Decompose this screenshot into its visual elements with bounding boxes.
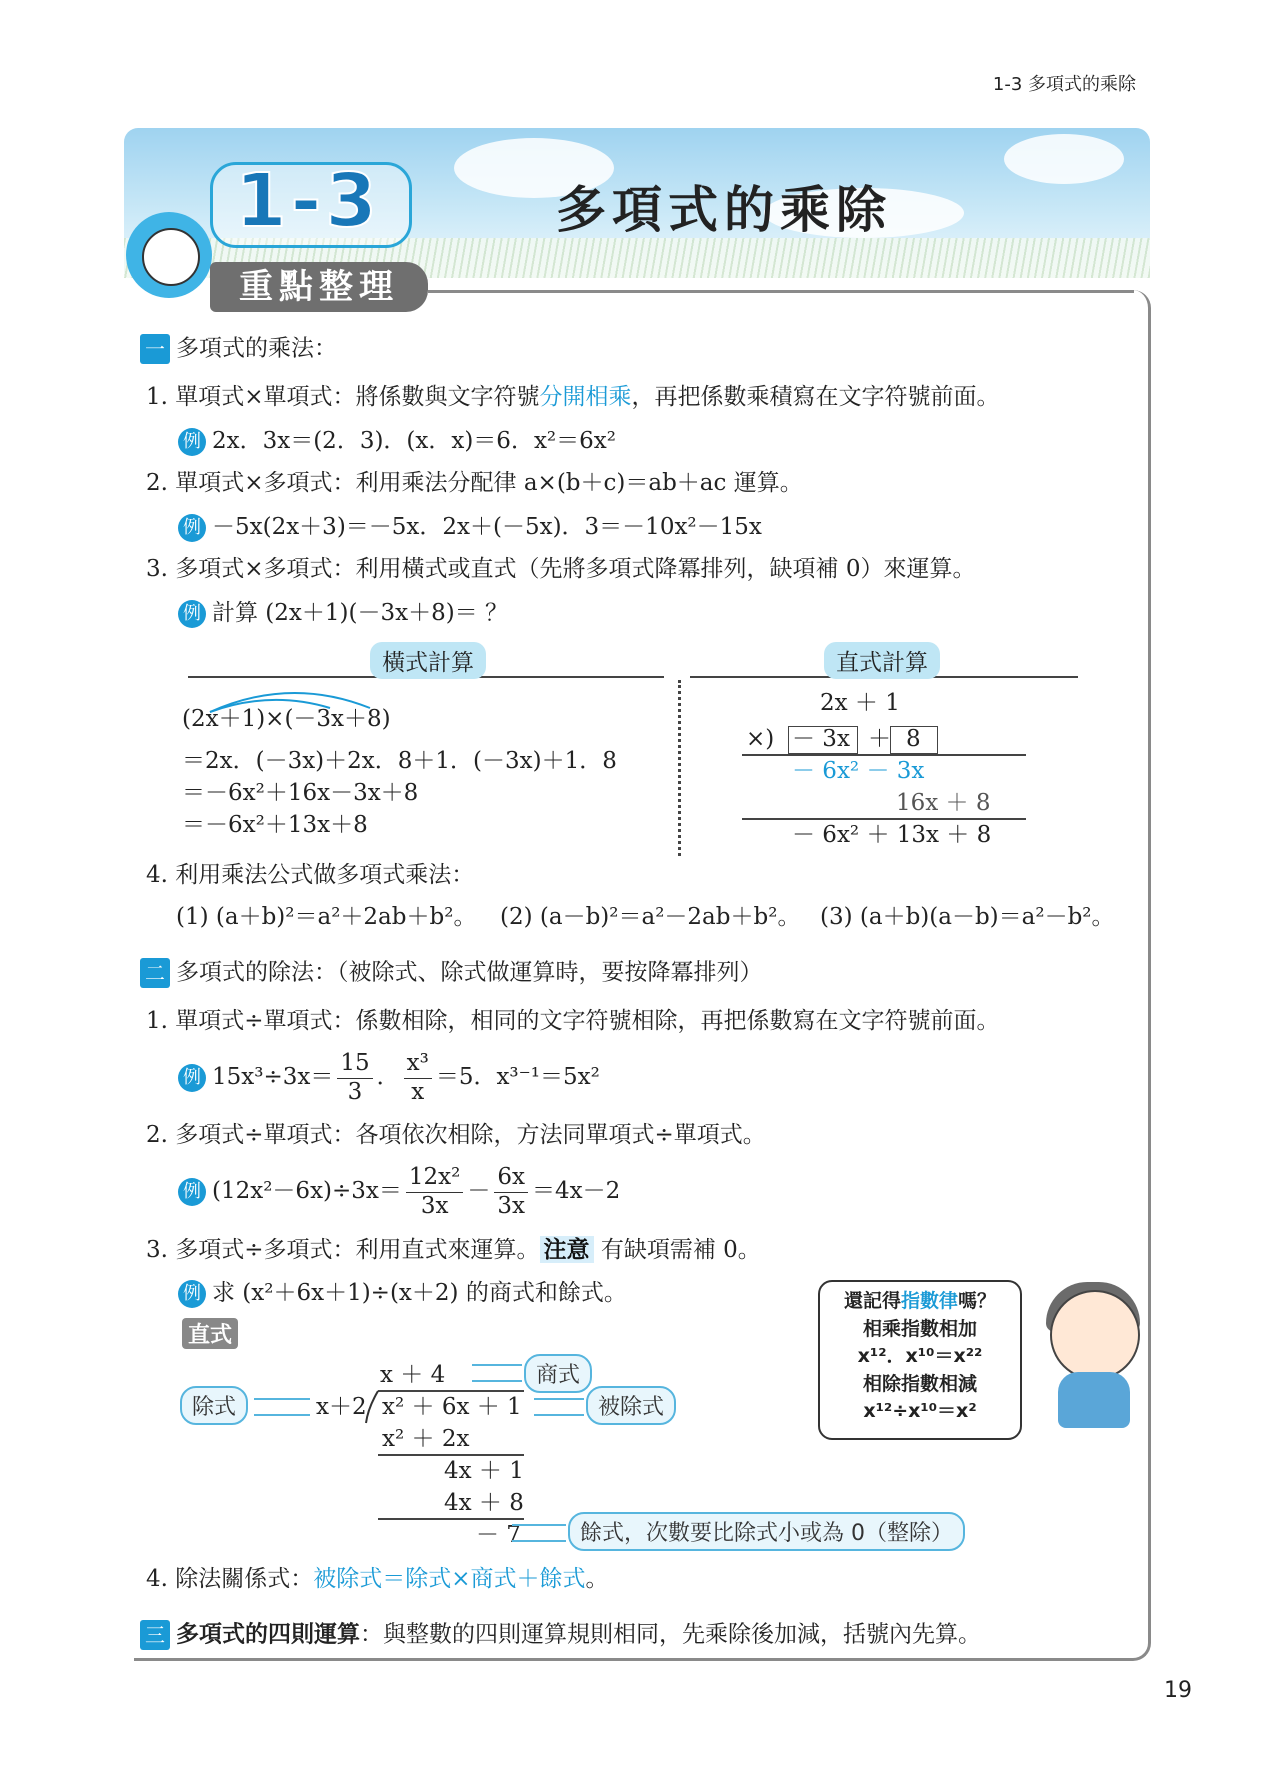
denominator: x xyxy=(411,1078,425,1105)
fraction xyxy=(337,1050,372,1106)
bubble-text: 嗎？ xyxy=(958,1290,997,1312)
bubble-line xyxy=(820,1288,1020,1316)
highlight-text: 被除式＝除式×商式＋餘式 xyxy=(313,1566,586,1592)
numerator: 12x² xyxy=(406,1164,463,1193)
page-number: 19 xyxy=(1164,1678,1192,1703)
expr: ＝5．x³⁻¹＝5x² xyxy=(435,1064,600,1091)
s1-item-2: 2. 單項式×多項式：利用乘法分配律 a×(b＋c)＝ab＋ac 運算。 xyxy=(146,470,803,496)
v-term-a: － 3x xyxy=(792,726,850,752)
denominator: 3x xyxy=(497,1192,525,1219)
numerator: 6x xyxy=(494,1164,528,1193)
h-step-4: ＝－6x²＋13x＋8 xyxy=(182,812,368,838)
v-row-4: 16x ＋ 8 xyxy=(896,790,991,816)
item-text: 1. 單項式×單項式：將係數與文字符號 xyxy=(146,384,540,410)
key-points-tag: 重點整理 xyxy=(210,262,428,312)
tip-bubble xyxy=(818,1280,1022,1440)
dividend: x² ＋ 6x ＋ 1 xyxy=(382,1394,522,1420)
s2-example-1 xyxy=(178,1050,600,1106)
fraction xyxy=(406,1164,463,1220)
s1-item-3: 3. 多項式×多項式：利用橫式或直式（先將多項式降冪排列，缺項補 0）來運算。 xyxy=(146,556,976,582)
girl-body-icon xyxy=(1058,1372,1130,1428)
numerator: x³ xyxy=(404,1050,432,1079)
arrow-icon xyxy=(534,1398,584,1416)
example-icon: 例 xyxy=(178,1280,206,1308)
formula-1: (1) (a＋b)²＝a²＋2ab＋b²。 xyxy=(176,904,477,930)
arrow-icon xyxy=(512,1524,566,1542)
v-times-sign: ×) xyxy=(746,726,775,752)
section-text: ：與整數的四則運算規則相同，先乘除後加減，括號內先算。 xyxy=(360,1621,981,1648)
bubble-line: 相除指數相減 xyxy=(862,1372,977,1395)
item-text: 3. 多項式÷多項式：利用直式來運算。 xyxy=(146,1237,540,1263)
v-rule-2 xyxy=(742,818,1026,820)
section-marker: 一 xyxy=(140,334,170,364)
s1-item-4: 4. 利用乘法公式做多項式乘法： xyxy=(146,862,475,888)
s1-example-2 xyxy=(178,514,762,542)
remainder: － 7 xyxy=(476,1522,521,1548)
section-3-heading xyxy=(140,1620,981,1650)
section-title: 多項式的四則運算 xyxy=(176,1621,360,1648)
v-rule-1 xyxy=(742,754,1026,756)
s2-example-3 xyxy=(178,1280,627,1308)
division-bar xyxy=(378,1390,524,1392)
v-row-3: － 6x² － 3x xyxy=(792,758,925,784)
section-number: 1-3 xyxy=(235,158,381,244)
example-text: 計算 (2x＋1)(－3x＋8)＝ ？ xyxy=(212,600,508,626)
example-icon: 例 xyxy=(178,428,206,456)
formula-3: (3) (a＋b)(a－b)＝a²－b²。 xyxy=(820,904,1115,930)
horizontal-method-label: 橫式計算 xyxy=(370,642,486,679)
item-text: 4. 除法關係式： xyxy=(146,1566,314,1592)
tag-divisor: 除式 xyxy=(180,1386,248,1425)
expr: 15x³÷3x＝ xyxy=(212,1064,334,1091)
expr: (12x²－6x)÷3x＝ xyxy=(212,1178,402,1205)
formula-2: (2) (a－b)²＝a²－2ab＋b²。 xyxy=(500,904,801,930)
example-icon: 例 xyxy=(178,600,206,628)
denominator: 3x xyxy=(420,1192,449,1219)
h-step-1: (2x＋1)×(－3x＋8) xyxy=(182,706,391,732)
division-rule-2 xyxy=(378,1518,524,1520)
example-icon: 例 xyxy=(178,1178,206,1206)
v-plus: ＋ xyxy=(868,726,891,752)
arrow-icon xyxy=(472,1364,522,1382)
numerator: 15 xyxy=(337,1050,372,1079)
bubble-line: x¹²÷x¹⁰＝x² xyxy=(863,1400,977,1423)
denominator: 3 xyxy=(347,1078,363,1105)
v-row-5: － 6x² ＋ 13x ＋ 8 xyxy=(792,822,992,848)
fraction xyxy=(404,1050,432,1106)
method-label: 直式 xyxy=(182,1318,238,1349)
section-2-heading xyxy=(140,958,763,988)
tag-dividend: 被除式 xyxy=(586,1386,676,1425)
expr: ＝4x－2 xyxy=(531,1178,621,1205)
lion-face-icon xyxy=(142,228,200,286)
item-text: 。 xyxy=(585,1566,609,1592)
example-icon: 例 xyxy=(178,514,206,542)
s1-item-1 xyxy=(146,384,1000,412)
item-text: 有缺項需補 0。 xyxy=(600,1237,761,1263)
division-row-2: 4x ＋ 1 xyxy=(444,1458,524,1484)
example-text: 求 (x²＋6x＋1)÷(x＋2) 的商式和餘式。 xyxy=(212,1280,627,1306)
example-text: 2x．3x＝(2．3)．(x．x)＝6．x²＝6x² xyxy=(212,428,616,454)
division-bracket-icon xyxy=(364,1390,380,1424)
section-marker: 三 xyxy=(140,1620,170,1650)
section-title: 多項式的除法：（被除式、除式做運算時，要按降冪排列） xyxy=(176,959,763,986)
example-text: －5x(2x＋3)＝－5x．2x＋(－5x)．3＝－10x²－15x xyxy=(212,514,762,540)
distribution-arrows-icon xyxy=(200,682,400,718)
running-title: 1-3 多項式的乘除 xyxy=(992,74,1136,95)
section-title: 多項式的乘法： xyxy=(176,335,337,362)
divisor: x＋2 xyxy=(316,1394,367,1420)
s2-item-1: 1. 單項式÷單項式：係數相除，相同的文字符號相除，再把係數寫在文字符號前面。 xyxy=(146,1008,1000,1034)
example-icon: 例 xyxy=(178,1064,206,1092)
tag-remainder: 餘式，次數要比除式小或為 0（整除） xyxy=(568,1512,965,1551)
s2-item-4 xyxy=(146,1566,609,1594)
method-divider xyxy=(678,680,681,856)
h-step-2: ＝2x．(－3x)＋2x．8＋1．(－3x)＋1．8 xyxy=(182,748,617,774)
s2-item-2: 2. 多項式÷單項式：各項依次相除，方法同單項式÷單項式。 xyxy=(146,1122,766,1148)
v-term-b: 8 xyxy=(906,726,921,752)
s2-item-3 xyxy=(146,1236,761,1265)
fraction xyxy=(494,1164,528,1220)
vertical-method-label: 直式計算 xyxy=(824,642,940,679)
expr: ． xyxy=(376,1064,400,1091)
s1-example-1 xyxy=(178,428,616,456)
section-1-heading xyxy=(140,334,337,364)
division-rule-1 xyxy=(378,1454,524,1456)
bubble-text: 還記得 xyxy=(843,1290,901,1312)
arrow-icon xyxy=(254,1398,310,1416)
frame-top-rule xyxy=(428,290,1134,293)
bubble-highlight: 指數律 xyxy=(900,1290,958,1312)
tag-quotient: 商式 xyxy=(524,1354,592,1393)
highlight-text: 分開相乘 xyxy=(539,384,632,410)
item-text: ，再把係數乘積寫在文字符號前面。 xyxy=(631,384,1000,410)
bubble-line: x¹²．x¹⁰＝x²² xyxy=(857,1345,983,1368)
h-step-3: ＝－6x²＋16x－3x＋8 xyxy=(182,780,419,806)
s1-example-3 xyxy=(178,600,508,628)
bubble-line: 相乘指數相加 xyxy=(862,1317,977,1340)
division-row-3: 4x ＋ 8 xyxy=(444,1490,524,1516)
section-marker: 二 xyxy=(140,958,170,988)
chapter-title: 多項式的乘除 xyxy=(556,181,892,239)
s2-example-2 xyxy=(178,1164,620,1220)
note-badge: 注意 xyxy=(540,1236,594,1263)
quotient: x ＋ 4 xyxy=(380,1362,446,1388)
v-row-1: 2x ＋ 1 xyxy=(820,690,900,716)
girl-mascot-icon xyxy=(1050,1290,1140,1380)
expr: － xyxy=(467,1178,491,1205)
cloud-decor xyxy=(1004,134,1124,184)
division-row-1: x² ＋ 2x xyxy=(382,1426,470,1452)
